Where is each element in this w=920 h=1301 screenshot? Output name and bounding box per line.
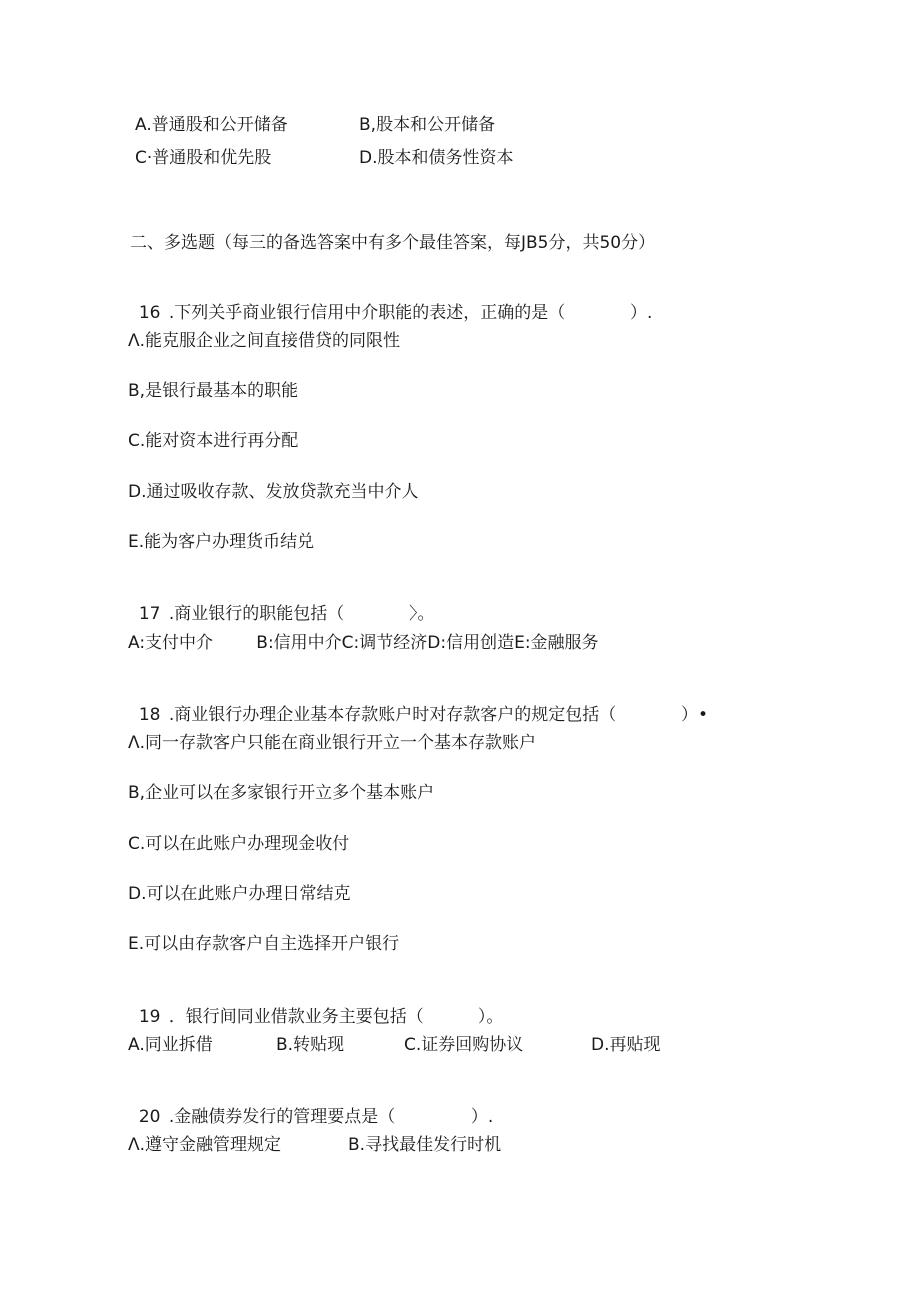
question-text: .商业银行的职能包括（ 〉。 [168,604,435,624]
q19-option-c: C.证券回购协议 [404,1035,524,1055]
question-18 [128,682,708,726]
q16-option-e: E.能为客户办理货币结兑 [128,532,315,552]
q18-option-b: B,企业可以在多家银行开立多个基本账户 [128,783,435,803]
question-20 [128,1084,493,1128]
option-c: C·普通股和优先股 [135,148,272,168]
question-text: ．银行间同业借款业务主要包括（ ）。 [168,1007,504,1027]
q19-option-d: D.再贴现 [591,1035,661,1055]
q19-option-a: A.同业拆借 [128,1035,213,1055]
q18-option-a: Λ.同一存款客户只能在商业银行开立一个基本存款账户 [128,733,537,753]
section-heading: 二、多选题（每三的备选答案中有多个最佳答案，每JB5分，共50分） [130,233,656,253]
question-number: 17 [138,604,161,624]
q16-option-a: Λ.能克服企业之间直接借贷的同限性 [128,331,401,351]
question-17 [128,581,435,625]
q17-options: A:支付中介 B:信用中介C:调节经济D:信用创造E:金融服务 [128,633,599,653]
q16-option-d: D.通过吸收存款、发放贷款充当中介人 [128,482,419,502]
option-d: D.股本和债务性资本 [359,148,514,168]
question-number: 16 [138,303,161,323]
question-number: 19 [138,1007,161,1027]
option-b: B,股本和公开储备 [359,115,496,135]
q16-option-c: C.能对资本进行再分配 [128,431,299,451]
question-number: 20 [138,1107,161,1127]
question-text: .商业银行办理企业基本存款账户时对存款客户的规定包括（ ）• [168,705,709,725]
q18-option-e: E.可以由存款客户自主选择开户银行 [128,934,400,954]
q19-option-b: B.转贴现 [276,1035,345,1055]
question-text: .下列关乎商业银行信用中介职能的表述，正确的是（ ）. [168,303,653,323]
q16-option-b: B,是银行最基本的职能 [128,381,299,401]
option-a: A.普通股和公开储备 [135,115,288,135]
q18-option-d: D.可以在此账户办理日常结克 [128,884,351,904]
question-16 [128,280,652,324]
q20-option-a: Λ.遵守金融管理规定 [128,1135,282,1155]
question-text: .金融债券发行的管理要点是（ ）. [168,1107,494,1127]
q18-option-c: C.可以在此账户办理现金收付 [128,834,350,854]
question-19 [128,984,503,1028]
question-number: 18 [138,705,161,725]
q20-option-b: B.寻找最佳发行时机 [348,1135,502,1155]
